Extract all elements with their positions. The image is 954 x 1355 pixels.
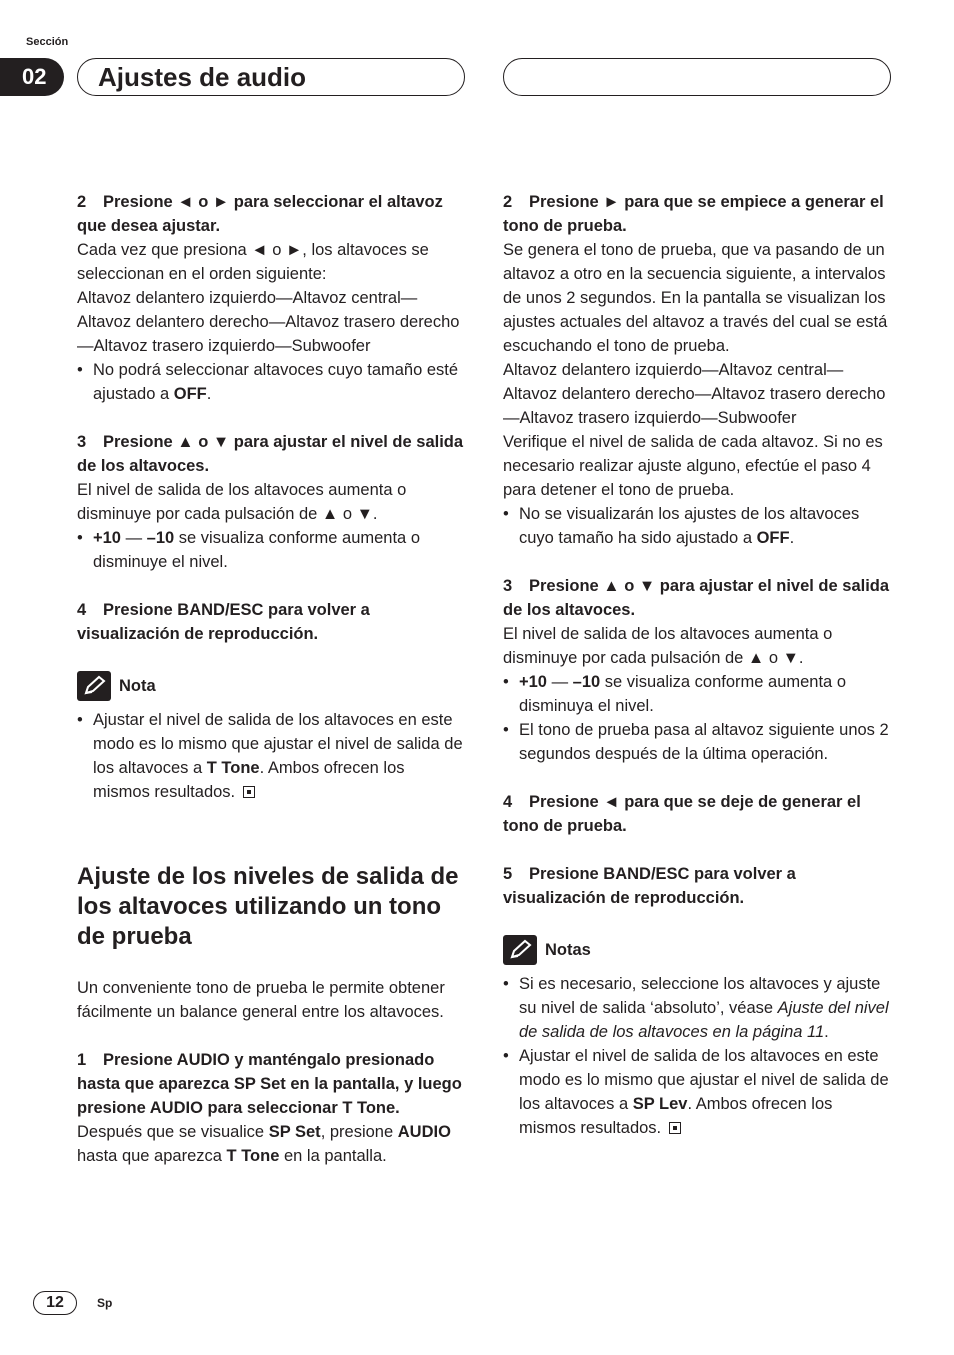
- r-step-2-bullet: • No se visualizarán los ajustes de los altavoces cuyo tamaño ha sido ajustado a OFF.: [503, 502, 891, 550]
- notes-item-2: • Ajustar el nivel de salida de los altavoces en este modo es lo mismo que ajustar el nivel de salida de los altavoces a SP Lev. Ambos ofrecen los mismos resultados.: [503, 1044, 891, 1140]
- section-intro: Un conveniente tono de prueba le permite obtener fácilmente un balance general entre los altavoces.: [77, 979, 445, 1021]
- section-label: Sección: [26, 36, 69, 48]
- step-4-heading: 4 Presione BAND/ESC para volver a visualización de reproducción.: [77, 601, 370, 643]
- r-step-3-bullet: • +10 — –10 se visualiza conforme aumenta o disminuya el nivel.: [503, 670, 891, 718]
- r-step-2-heading: 2 Presione ► para que se empiece a generar el tono de prueba.: [503, 193, 884, 235]
- r-step-3-body: El nivel de salida de los altavoces aumenta o disminuye por cada pulsación de ▲ o ▼.: [503, 625, 833, 667]
- step-2-heading: 2 Presione ◄ o ► para seleccionar el altavoz que desea ajustar.: [77, 193, 443, 235]
- section-number: 02: [0, 58, 64, 96]
- step-1-heading: 1 Presione AUDIO y manténgalo presionado hasta que aparezca SP Set en la pantalla, y luego presione AUDIO para seleccionar T Tone.: [77, 1051, 462, 1117]
- step-2-body: Cada vez que presiona ◄ o ►, los altavoces se seleccionan en el orden siguiente:: [77, 241, 429, 283]
- language-code: Sp: [97, 1296, 113, 1310]
- pencil-icon: [77, 671, 111, 701]
- r-step-2-verify: Verifique el nivel de salida de cada altavoz. Si no es necesario realizar ajuste alguno, efectúe el paso 4 para detener el tono de prueba.: [503, 433, 883, 499]
- step-3-bullet: • +10 — –10 se visualiza conforme aumenta o disminuye el nivel.: [77, 526, 465, 574]
- note-item: • Ajustar el nivel de salida de los altavoces en este modo es lo mismo que ajustar el nivel de salida de los altavoces a T Tone. Ambos ofrecen los mismos resultados.: [77, 708, 465, 804]
- step-3-body: El nivel de salida de los altavoces aumenta o disminuye por cada pulsación de ▲ o ▼.: [77, 481, 407, 523]
- note-header: [77, 670, 465, 702]
- end-mark-icon: [669, 1122, 681, 1134]
- r-step-2-body: Se genera el tono de prueba, que va pasando de un altavoz a otro en la secuencia siguiente, a intervalos de unos 2 segundos. En la pantalla se visualizan los ajustes actuales del altavoz a través del cual se está escuchando el tono de prueba.: [503, 241, 888, 355]
- notes-label: Notas: [545, 941, 591, 959]
- empty-title-box: [503, 58, 891, 96]
- notes-item-1: • Si es necesario, seleccione los altavoces y ajuste su nivel de salida ‘absoluto’, véase Ajuste del nivel de salida de los altavoces en la página 11.: [503, 972, 891, 1044]
- page-number: 12: [33, 1291, 77, 1315]
- r-step-3-heading: 3 Presione ▲ o ▼ para ajustar el nivel de salida de los altavoces.: [503, 577, 890, 619]
- right-column: [503, 190, 891, 1140]
- pencil-icon: [503, 935, 537, 965]
- notes-header: [503, 934, 891, 966]
- r-step-3-bullet-2: • El tono de prueba pasa al altavoz siguiente unos 2 segundos después de la última operación.: [503, 718, 891, 766]
- step-1-body: Después que se visualice SP Set, presione AUDIO hasta que aparezca T Tone en la pantalla.: [77, 1123, 451, 1165]
- left-column: [77, 190, 465, 1168]
- note-label: Nota: [119, 677, 156, 695]
- speaker-sequence: Altavoz delantero izquierdo—Altavoz central—Altavoz delantero derecho—Altavoz trasero derecho—Altavoz trasero izquierdo—Subwoofer: [77, 289, 460, 355]
- end-mark-icon: [243, 786, 255, 798]
- step-2-bullet: • No podrá seleccionar altavoces cuyo tamaño esté ajustado a OFF.: [77, 358, 465, 406]
- r-step-5-heading: 5 Presione BAND/ESC para volver a visualización de reproducción.: [503, 865, 796, 907]
- page-title: Ajustes de audio: [77, 58, 465, 96]
- step-3-heading: 3 Presione ▲ o ▼ para ajustar el nivel de salida de los altavoces.: [77, 433, 464, 475]
- r-step-4-heading: 4 Presione ◄ para que se deje de generar el tono de prueba.: [503, 793, 861, 835]
- r-speaker-sequence: Altavoz delantero izquierdo—Altavoz central—Altavoz delantero derecho—Altavoz trasero derecho—Altavoz trasero izquierdo—Subwoofer: [503, 361, 886, 427]
- section-heading: Ajuste de los niveles de salida de los altavoces utilizando un tono de prueba: [77, 863, 459, 950]
